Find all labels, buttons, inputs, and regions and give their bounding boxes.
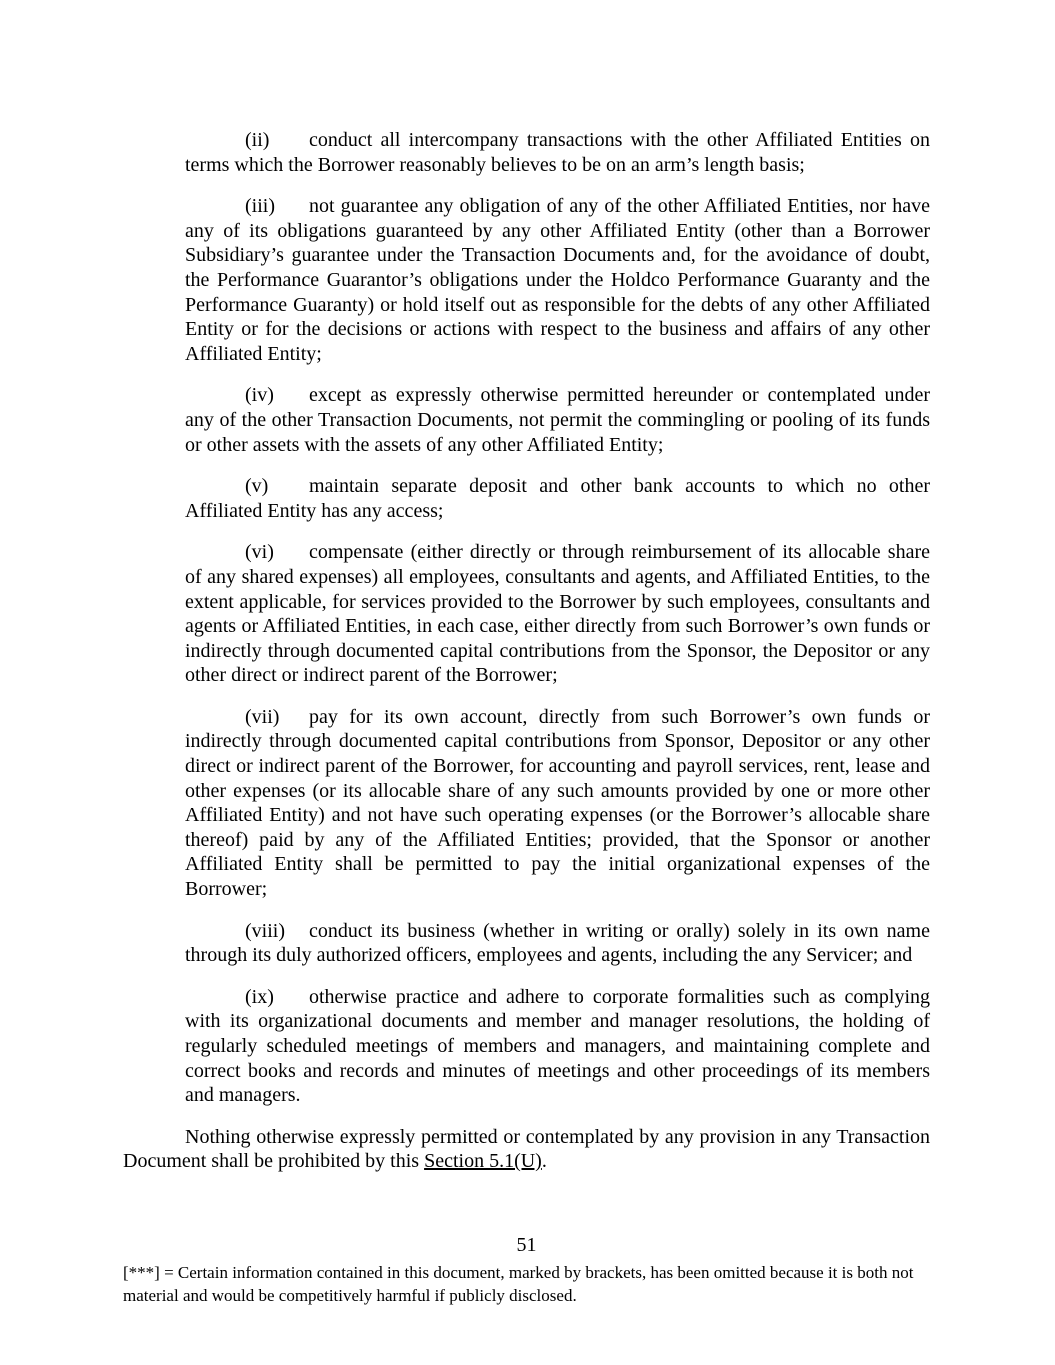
clause-ix: [185, 985, 930, 1108]
clause-vii: [185, 705, 930, 902]
clause-label: (iii): [245, 195, 275, 218]
document-body: [123, 128, 930, 1174]
section-reference: Section 5.1(U): [424, 1150, 542, 1173]
closing-paragraph: [123, 1125, 930, 1174]
page-number: 51: [516, 1234, 537, 1256]
clause-list: [185, 128, 930, 1108]
clause-label: (ii): [245, 129, 270, 151]
clause-text: conduct its business (whether in writing or orally) solely in its own name through its duly authorized officers, employees and agents, including the any Servicer; and: [185, 919, 930, 967]
clause-text: maintain separate deposit and other bank accounts to which no other Affiliated Entity has any access;: [185, 475, 930, 522]
clause-text: except as expressly otherwise permitted hereunder or contemplated under any of the other Transaction Documents, not permit the commingling or pooling of its funds or other assets with the assets of any other Affiliated Entity;: [185, 384, 930, 456]
clause-text: not guarantee any obligation of any of the other Affiliated Entities, nor have any of its obligations guaranteed by any other Affiliated Entity (other than a Borrower Subsidiary’s guarantee under the Transaction Documents and, for the avoidance of doubt, the Performance Guarantor’s obligations under the Holdco Performance Guaranty and the Performance Guaranty) or hold itself out as responsible for the debts of any other Affiliated Entity or for the decisions or actions with respect to the business and affairs of any other Affiliated Entity;: [185, 195, 930, 365]
clause-text: pay for its own account, directly from such Borrower’s own funds or indirectly through documented capital contributions from Sponsor, Depositor or any other direct or indirect parent of the Borrower, for accounting and payroll services, rent, lease and other expenses (or its allocable share of any such amounts provided by one or more other Affiliated Entity) and not have such operating expenses (or the Borrower’s allocable share thereof) paid by any of the Affiliated Entities; provided, that the Sponsor or another Affiliated Entity shall be permitted to pay the initial organizational expenses of the Borrower;: [185, 705, 930, 901]
clause-label: (vi): [245, 541, 274, 564]
clause-label: (vii): [245, 705, 280, 728]
clause-label: (ix): [245, 985, 274, 1008]
clause-text: compensate (either directly or through reimbursement of its allocable share of any shared expenses) all employees, consultants and agents, and Affiliated Entities, to the extent applicable, for services provided to the Borrower by such employees, consultants and agents or Affiliated Entities, in each case, either directly from such Borrower’s own funds or indirectly through documented capital contributions from the Sponsor, the Depositor or any other direct or indirect parent of the Borrower;: [185, 541, 930, 687]
clause-label: (iv): [245, 384, 274, 407]
closing-period: .: [541, 1150, 547, 1173]
footnote: [***] = Certain information contained in this document, marked by brackets, has been omitted because it is both not material and would be competitively harmful if publicly disclosed.: [123, 1263, 914, 1305]
clause-viii: [185, 919, 930, 968]
clause-label: (viii): [245, 919, 285, 942]
clause-label: (v): [245, 475, 269, 498]
closing-text: Nothing otherwise expressly permitted or contemplated by any provision in any Transaction Document shall be prohibited by this: [123, 1125, 930, 1173]
clause-iii: [185, 194, 930, 366]
clause-text: conduct all intercompany transactions with the other Affiliated Entities on terms which the Borrower reasonably believes to be on an arm’s length basis;: [185, 129, 930, 176]
clause-iv: [185, 383, 930, 457]
clause-v: [185, 474, 930, 523]
clause-vi: [185, 540, 930, 688]
clause-text: otherwise practice and adhere to corporate formalities such as complying with its organizational documents and member and manager resolutions, the holding of regularly scheduled meetings of members and managers, and maintaining complete and correct books and records and minutes of meetings and other proceedings of its members and managers.: [185, 985, 930, 1107]
clause-ii: [185, 128, 930, 177]
